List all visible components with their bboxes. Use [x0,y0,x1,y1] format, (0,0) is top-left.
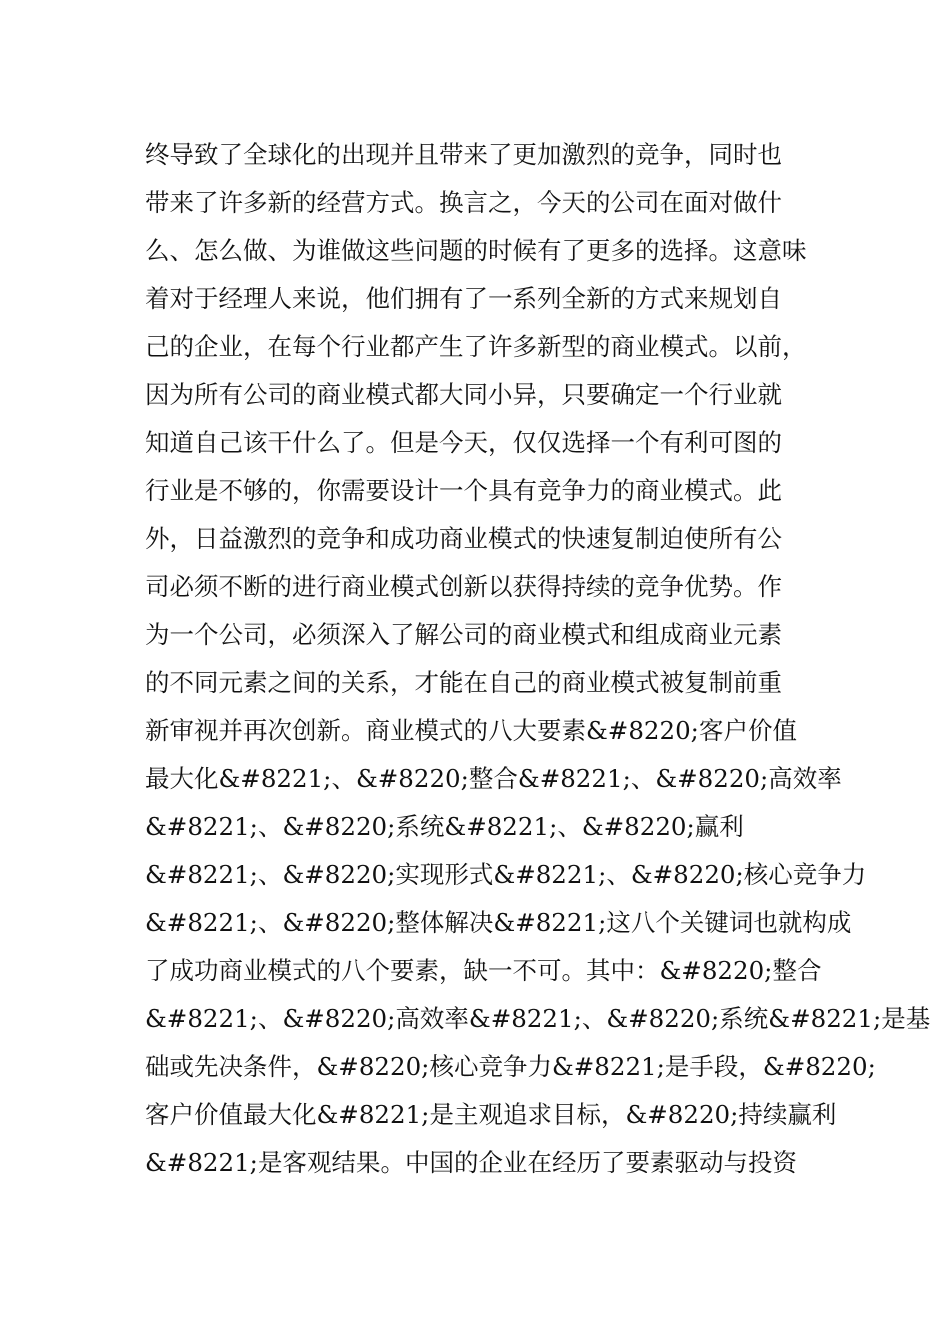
text-line: &#8221;、&#8220;实现形式&#8221;、&#8220;核心竞争力 [145,860,867,889]
text-line: 带来了许多新的经营方式。换言之，今天的公司在面对做什 [145,188,782,217]
document-page [145,131,931,1187]
text-line: &#8221;、&#8220;系统&#8221;、&#8220;赢利 [145,812,744,841]
text-line: &#8221;是客观结果。中国的企业在经历了要素驱动与投资 [145,1148,797,1177]
text-line: 外，日益激烈的竞争和成功商业模式的快速复制迫使所有公 [145,524,782,553]
text-line: 己的企业，在每个行业都产生了许多新型的商业模式。以前， [145,332,807,361]
text-line: 最大化&#8221;、&#8220;整合&#8221;、&#8220;高效率 [145,764,842,793]
text-line: 为一个公司，必须深入了解公司的商业模式和组成商业元素 [145,620,782,649]
text-line: 客户价值最大化&#8221;是主观追求目标，&#8220;持续赢利 [145,1100,837,1129]
text-line: 终导致了全球化的出现并且带来了更加激烈的竞争，同时也 [145,140,782,169]
text-line: 知道自己该干什么了。但是今天，仅仅选择一个有利可图的 [145,428,782,457]
text-line: 司必须不断的进行商业模式创新以获得持续的竞争优势。作 [145,572,782,601]
text-line: &#8221;、&#8220;高效率&#8221;、&#8220;系统&#8221;是基 [145,1004,931,1033]
text-line: 新审视并再次创新。商业模式的八大要素&#8220;客户价值 [145,716,797,745]
text-line: &#8221;、&#8220;整体解决&#8221;这八个关键词也就构成 [145,908,852,937]
text-line: 么、怎么做、为谁做这些问题的时候有了更多的选择。这意味 [145,236,807,265]
text-line: 了成功商业模式的八个要素，缺一不可。其中：&#8220;整合 [145,956,822,985]
text-line: 行业是不够的，你需要设计一个具有竞争力的商业模式。此 [145,476,782,505]
text-line: 础或先决条件，&#8220;核心竞争力&#8221;是手段，&#8220; [145,1052,876,1081]
text-line: 的不同元素之间的关系，才能在自己的商业模式被复制前重 [145,668,782,697]
text-line: 着对于经理人来说，他们拥有了一系列全新的方式来规划自 [145,284,782,313]
text-line: 因为所有公司的商业模式都大同小异，只要确定一个行业就 [145,380,782,409]
